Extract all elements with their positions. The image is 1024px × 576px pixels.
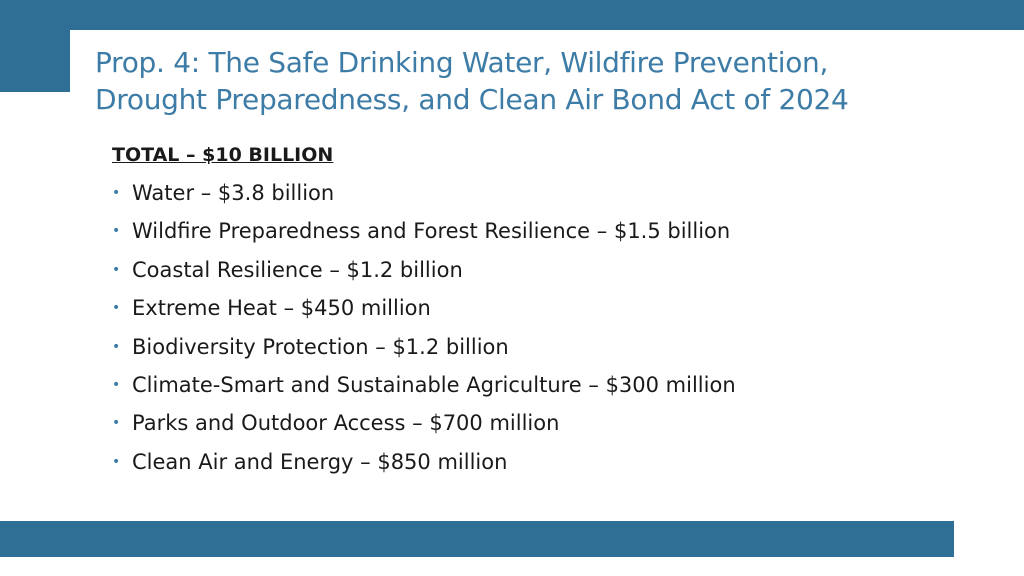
allocation-list — [112, 174, 992, 481]
list-item — [112, 289, 992, 327]
list-item-text: Climate-Smart and Sustainable Agriculture – $300 million — [132, 372, 736, 397]
bullet-icon: • — [112, 261, 121, 278]
list-item-text: Clean Air and Energy – $850 million — [132, 449, 508, 474]
bullet-icon: • — [112, 338, 121, 355]
bullet-icon: • — [112, 300, 121, 317]
title-line-2: Drought Preparedness, and Clean Air Bond Act of 2024 — [95, 83, 849, 116]
left-accent-block — [0, 0, 70, 92]
bullet-icon: • — [112, 415, 121, 432]
title-line-1: Prop. 4: The Safe Drinking Water, Wildfire Prevention, — [95, 46, 829, 79]
list-item — [112, 328, 992, 366]
list-item — [112, 251, 992, 289]
bottom-accent-bar — [0, 521, 954, 557]
list-item-text: Extreme Heat – $450 million — [132, 296, 431, 321]
list-item-text: Biodiversity Protection – $1.2 billion — [132, 334, 509, 359]
list-item-text: Water – $3.8 billion — [132, 181, 335, 205]
list-item — [112, 212, 992, 250]
list-item — [112, 174, 992, 212]
top-accent-bar — [0, 0, 1024, 30]
list-item-text: Parks and Outdoor Access – $700 million — [132, 411, 560, 436]
list-item-text: Wildfire Preparedness and Forest Resilience – $1.5 billion — [132, 219, 731, 244]
list-item — [112, 404, 992, 442]
list-item — [112, 443, 992, 481]
total-heading: TOTAL – $10 BILLION — [112, 144, 334, 166]
list-item-text: Coastal Resilience – $1.2 billion — [132, 257, 463, 282]
slide-body — [112, 142, 992, 481]
bullet-icon: • — [112, 185, 121, 201]
slide-title — [95, 44, 1005, 118]
bullet-icon: • — [112, 223, 121, 240]
list-item — [112, 366, 992, 404]
bullet-icon: • — [112, 453, 121, 470]
bullet-icon: • — [112, 376, 121, 393]
